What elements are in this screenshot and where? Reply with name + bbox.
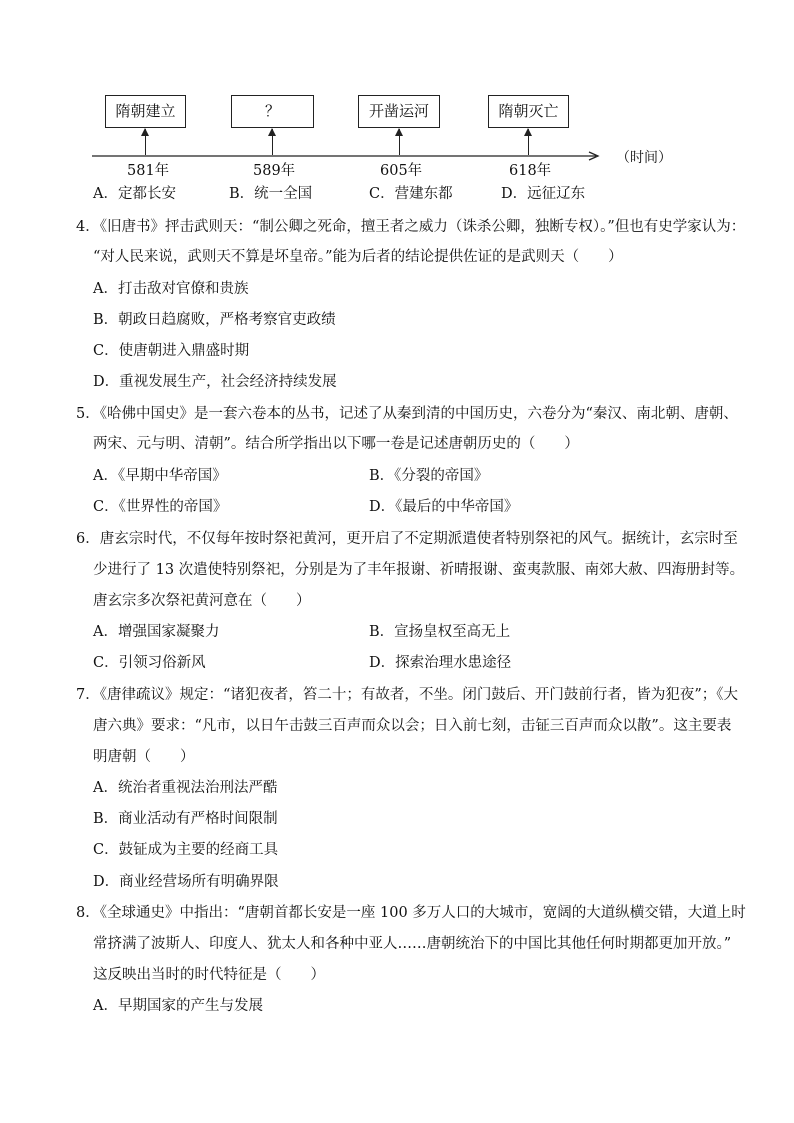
q5-stem-line-1: 5．《哈佛中国史》是一套六卷本的丛书，记述了从秦到清的中国历史，六卷分为“秦汉、南北朝、唐朝、 xyxy=(76,406,738,422)
q8-stem-line-2: 常挤满了波斯人、印度人、犹太人和各种中亚人……唐朝统治下的中国比其他任何时期都更加开放。” xyxy=(93,936,732,952)
q8-option-a: A．早期国家的产生与发展 xyxy=(93,998,263,1014)
q4-option-b: B．朝政日趋腐败，严格考察官吏政绩 xyxy=(93,312,336,328)
timeline-box-canal: 开凿运河 xyxy=(358,95,440,128)
q3-option-a: A．定都长安 xyxy=(93,186,176,202)
q3-option-d: D．远征辽东 xyxy=(501,186,586,202)
q7-option-c: C．鼓钲成为主要的经商工具 xyxy=(93,842,279,858)
q3-option-b: B．统一全国 xyxy=(229,186,313,202)
q7-stem-line-3: 明唐朝（ ） xyxy=(93,749,195,765)
q6-option-b: B．宣扬皇权至高无上 xyxy=(369,624,511,640)
q4-stem-line-2: “对人民来说，武则天不算是坏皇帝。”能为后者的结论提供佐证的是武则天（ ） xyxy=(93,249,623,265)
timeline-box-sui-fall: 隋朝灭亡 xyxy=(488,95,569,128)
timeline-year-618: 618年 xyxy=(509,163,552,179)
q7-stem-line-1: 7．《唐律疏议》规定：“诸犯夜者，笞二十；有故者，不坐。闭门鼓后、开门鼓前行者，皆为犯夜”；《大 xyxy=(76,687,739,703)
timeline-year-581: 581年 xyxy=(127,163,170,179)
q6-option-c: C．引领习俗新风 xyxy=(93,655,206,671)
q4-option-d: D．重视发展生产，社会经济持续发展 xyxy=(93,374,337,390)
q6-option-a: A．增强国家凝聚力 xyxy=(93,624,220,640)
q5-option-a: A．《早期中华帝国》 xyxy=(93,468,227,484)
q7-option-d: D．商业经营场所有明确界限 xyxy=(93,874,279,890)
q6-option-d: D．探索治理水患途径 xyxy=(369,655,512,671)
timeline-year-605: 605年 xyxy=(380,163,423,179)
q6-stem-line-3: 唐玄宗多次祭祀黄河意在（ ） xyxy=(93,593,311,609)
q4-stem-line-1: 4．《旧唐书》抨击武则天：“制公卿之死命，擅王者之威力（诛杀公卿，独断专权）。”但也有史学家认为： xyxy=(76,219,746,235)
q6-stem-line-2: 少进行了 13 次遣使特别祭祀，分别是为了丰年报谢、祈晴报谢、蛮夷款服、南郊大赦、四海册封等。 xyxy=(93,562,745,578)
timeline-year-589: 589年 xyxy=(253,163,296,179)
q5-option-d: D．《最后的中华帝国》 xyxy=(369,499,519,515)
q4-option-a: A．打击敌对官僚和贵族 xyxy=(93,281,249,297)
q7-stem-line-2: 唐六典》要求：“凡市，以日午击鼓三百声而众以会；日入前七刻，击钲三百声而众以散”。这主要表 xyxy=(93,718,732,734)
q6-stem-line-1: 6．唐玄宗时代，不仅每年按时祭祀黄河，更开启了不定期派遣使者特别祭祀的风气。据统计，玄宗时至 xyxy=(76,531,738,547)
q4-option-c: C．使唐朝进入鼎盛时期 xyxy=(93,343,250,359)
timeline-axis-label: （时间） xyxy=(616,150,672,166)
q8-stem-line-1: 8．《全球通史》中指出：“唐朝首都长安是一座 100 多万人口的大城市，宽阔的大道纵横交错，大道上时 xyxy=(76,905,746,921)
q3-option-c: C．营建东都 xyxy=(369,186,453,202)
timeline-box-sui-founded: 隋朝建立 xyxy=(105,95,186,128)
q7-option-b: B．商业活动有严格时间限制 xyxy=(93,811,278,827)
q5-option-b: B．《分裂的帝国》 xyxy=(369,468,489,484)
q8-stem-line-3: 这反映出当时的时代特征是（ ） xyxy=(93,967,325,983)
timeline-box-unknown: ？ xyxy=(231,95,314,128)
q5-stem-line-2: 两宋、元与明、清朝”。结合所学指出以下哪一卷是记述唐朝历史的（ ） xyxy=(93,436,579,452)
q7-option-a: A．统治者重视法治刑法严酷 xyxy=(93,780,278,796)
q5-option-c: C．《世界性的帝国》 xyxy=(93,499,228,515)
